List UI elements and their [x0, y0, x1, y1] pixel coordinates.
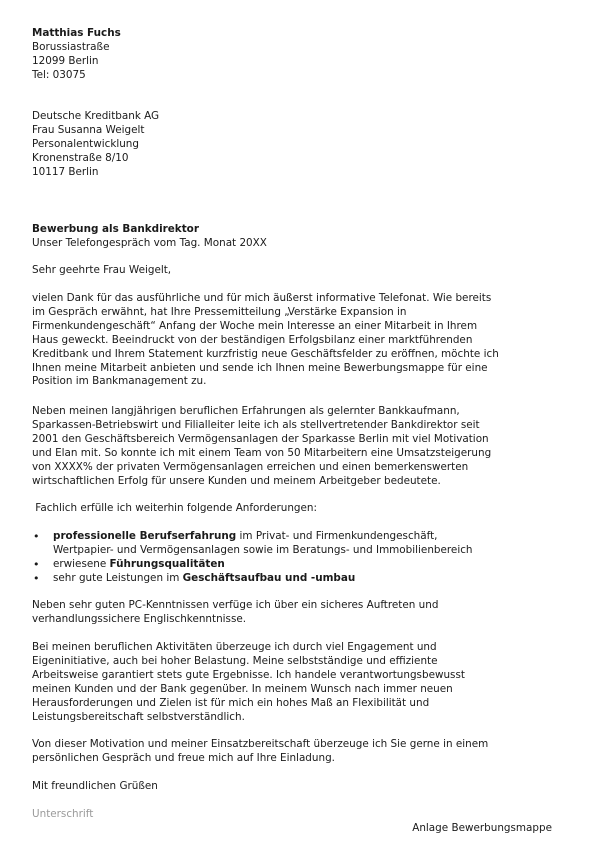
list-item: [32, 572, 572, 586]
paragraph-line: 2001 den Geschäftsbereich Vermögensanlagen der Sparkasse Berlin mit viel Motivation: [32, 432, 489, 445]
sender-name: Matthias Fuchs: [32, 27, 121, 39]
salutation: [32, 264, 572, 278]
paragraph-qualities: [32, 641, 572, 724]
list-item: [32, 558, 572, 572]
recipient-company: Deutsche Kreditbank AG: [32, 110, 160, 122]
bullet-bold-text: Geschäftsaufbau und -umbau: [182, 571, 356, 584]
paragraph-line: verhandlungssichere Englischkenntnisse.: [32, 612, 247, 625]
bullet-bold-text: Führungsqualitäten: [109, 557, 225, 570]
paragraph-line: wirtschaftlichen Erfolg für unsere Kunden und meinem Arbeitgeber bedeutete.: [32, 474, 441, 487]
closing-text: Mit freundlichen Grüßen: [32, 780, 158, 792]
requirements-list: [32, 530, 572, 586]
paragraph-line: Sparkassen-Betriebswirt und Filialleiter leite ich als stellvertretender Bankdirektor seit: [32, 418, 480, 431]
bullet-text: erwiesene: [53, 557, 110, 570]
bullet-text: im Privat- und Firmenkundengeschäft,: [236, 530, 438, 542]
sender-city: 12099 Berlin: [32, 54, 99, 67]
subject: [32, 223, 572, 251]
signature-placeholder: Unterschrift: [32, 808, 94, 820]
recipient-address: [32, 110, 572, 180]
paragraph-line: meinen Kunden und der Bank gegenüber. In meinem Wunsch nach immer neuen: [32, 682, 453, 695]
paragraph-line: Ihnen meine Mitarbeit anbieten und sende ich Ihnen meine Bewerbungsmappe für eine: [32, 361, 488, 374]
salutation-text: Sehr geehrte Frau Weigelt,: [32, 264, 172, 276]
paragraph-line: im Gespräch erwähnt, hat Ihre Pressemitteilung „Verstärke Expansion in: [32, 305, 407, 318]
recipient-street: Kronenstraße 8/10: [32, 151, 129, 164]
paragraph-line: Leistungsbereitschaft selbstverständlich.: [32, 710, 245, 723]
paragraph-experience: [32, 405, 572, 488]
sender-address: [32, 27, 572, 83]
paragraph-line: Von dieser Motivation und meiner Einsatzbereitschaft überzeuge ich Sie gerne in einem: [32, 738, 489, 750]
recipient-department: Personalentwicklung: [32, 137, 139, 150]
paragraph-intro: [32, 292, 572, 389]
list-item: [32, 530, 572, 558]
subject-reference: Unser Telefongespräch vom Tag. Monat 20XX: [32, 236, 267, 249]
subject-title: Bewerbung als Bankdirektor: [32, 223, 199, 235]
paragraph-line: persönlichen Gespräch und freue mich auf Ihre Einladung.: [32, 751, 335, 764]
closing: [32, 780, 572, 794]
bullet-bold-text: professionelle Berufserfahrung: [53, 530, 237, 542]
paragraph-line: Position im Bankmanagement zu.: [32, 375, 207, 388]
recipient-contact: Frau Susanna Weigelt: [32, 123, 145, 136]
requirements-intro: [32, 502, 572, 516]
paragraph-skills: [32, 599, 572, 627]
recipient-city: 10117 Berlin: [32, 165, 99, 178]
bullet-text: sehr gute Leistungen im: [53, 571, 183, 584]
paragraph-line: Eigeninitiative, auch bei hoher Belastung. Meine selbstständige und effiziente: [32, 654, 438, 667]
sender-street: Borussiastraße: [32, 40, 110, 53]
paragraph-line: und Elan mit. So konnte ich mit einem Team von 50 Mitarbeitern eine Umsatzsteigerung: [32, 446, 492, 459]
paragraph-line: Firmenkundengeschäft“ Anfang der Woche mein Interesse an einer Mitarbeit in Ihrem: [32, 319, 478, 332]
signature: [32, 808, 572, 822]
paragraph-line: Arbeitsweise garantiert stets gute Ergebnisse. Ich handele verantwortungsbewusst: [32, 668, 465, 681]
paragraph-line: Herausforderungen und Zielen ist für mich ein hohes Maß an Flexibilität und: [32, 696, 430, 709]
paragraph-closing: [32, 738, 572, 766]
paragraph-line: von XXXX% der privaten Vermögensanlagen erreichen und einen bemerkenswerten: [32, 460, 469, 473]
requirements-intro-text: Fachlich erfülle ich weiterhin folgende Anforderungen:: [32, 502, 317, 514]
paragraph-line: vielen Dank für das ausführliche und für mich äußerst informative Telefonat. Wie bereits: [32, 292, 492, 304]
paragraph-line: Neben meinen langjährigen beruflichen Erfahrungen als gelernter Bankkaufmann,: [32, 405, 460, 417]
sender-phone: Tel: 03075: [32, 68, 86, 81]
paragraph-line: Haus geweckt. Beeindruckt von der beständigen Erfolgsbilanz einer marktführenden: [32, 333, 473, 346]
paragraph-line: Bei meinen beruflichen Aktivitäten überzeuge ich durch viel Engagement und: [32, 641, 437, 653]
paragraph-line: Kreditbank und Ihrem Statement kurzfristig neue Geschäftsfelder zu eröffnen, möchte ich: [32, 347, 499, 360]
paragraph-line: Neben sehr guten PC-Kenntnissen verfüge ich über ein sicheres Auftreten und: [32, 599, 439, 611]
bullet-text: Wertpapier- und Vermögensanlagen sowie im Beratungs- und Immobilienbereich: [53, 543, 473, 556]
attachment-note: Anlage Bewerbungsmappe: [412, 822, 552, 834]
